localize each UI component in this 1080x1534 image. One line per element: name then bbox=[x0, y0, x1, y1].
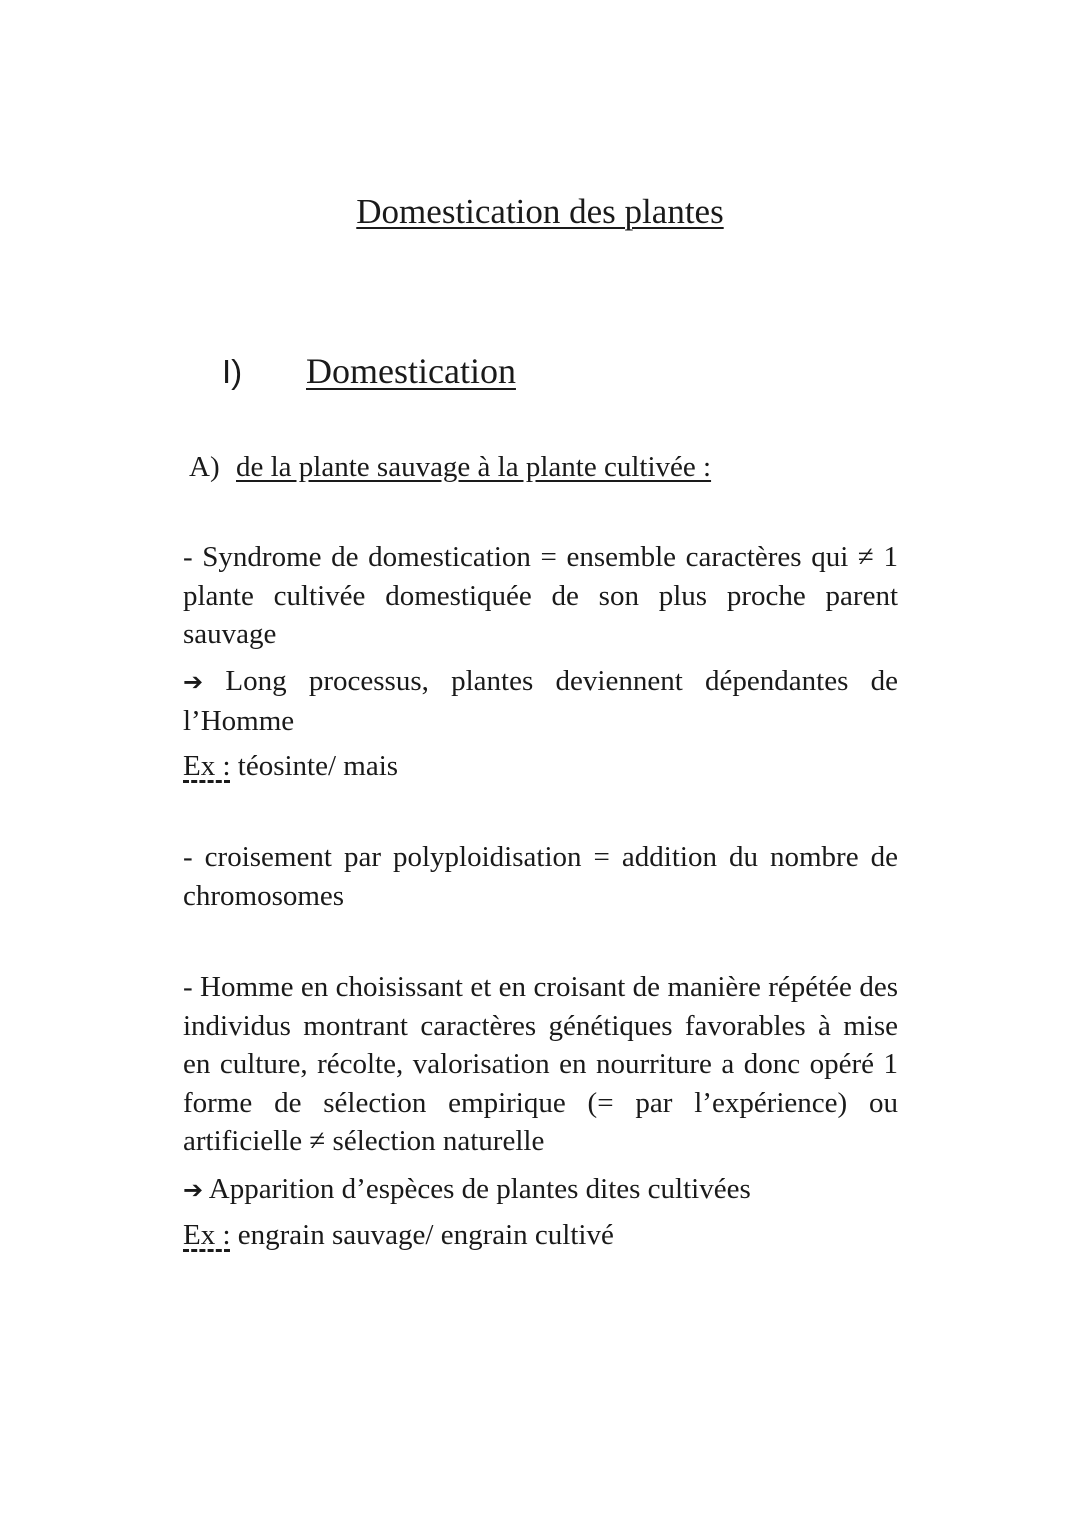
example-text: téosinte/ mais bbox=[230, 750, 399, 782]
subsection-letter: A) bbox=[189, 451, 220, 483]
example-text: engrain sauvage/ engrain cultivé bbox=[230, 1219, 614, 1251]
arrow-line-1 bbox=[183, 662, 898, 740]
page-title bbox=[0, 190, 1080, 234]
section-heading bbox=[222, 349, 516, 394]
arrow-line-2 bbox=[183, 1170, 898, 1210]
paragraph-syndrome: - Syndrome de domestication = ensemble caractères qui ≠ 1 plante cultivée domestiquée de son plus proche parent sauvage bbox=[183, 541, 898, 650]
page-title-text: Domestication des plantes bbox=[356, 192, 724, 231]
arrow-text-1: Long processus, plantes deviennent dépendantes de l’Homme bbox=[183, 665, 898, 737]
section-number: I) bbox=[222, 353, 243, 390]
subsection-label: de la plante sauvage à la plante cultivée : bbox=[236, 451, 712, 483]
subsection-heading bbox=[189, 448, 711, 486]
example-label: Ex : bbox=[183, 1219, 231, 1251]
right-arrow-icon: ➔ bbox=[183, 1176, 204, 1204]
section-label: Domestication bbox=[306, 351, 516, 391]
paragraph-polyploidisation: - croisement par polyploidisation = addition du nombre de chromosomes bbox=[183, 841, 898, 912]
paragraph-selection: - Homme en choisissant et en croisant de manière répétée des individus montrant caractères génétiques favorables à mise en culture, récolte, valorisation en nourriture a donc opéré 1 forme de sélection empirique (= par l’expérience) ou artificielle ≠ sélection naturelle bbox=[183, 971, 898, 1157]
example-label: Ex : bbox=[183, 750, 231, 782]
example-line-1 bbox=[183, 747, 398, 785]
arrow-text-2: Apparition d’espèces de plantes dites cultivées bbox=[208, 1173, 751, 1205]
right-arrow-icon: ➔ bbox=[183, 668, 204, 696]
example-line-2 bbox=[183, 1216, 614, 1254]
